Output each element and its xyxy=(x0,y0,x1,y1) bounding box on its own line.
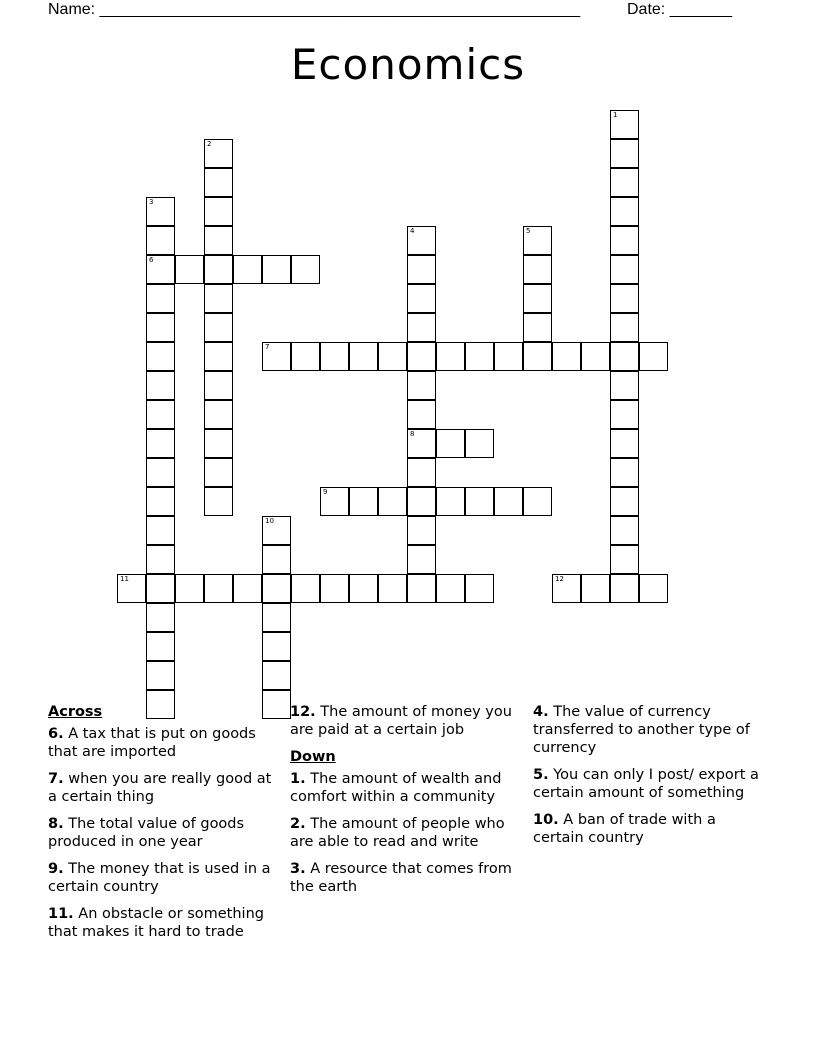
grid-cell[interactable] xyxy=(436,487,465,516)
grid-cell[interactable] xyxy=(552,342,581,371)
across-heading: Across xyxy=(48,704,103,720)
grid-cell[interactable] xyxy=(610,255,639,284)
grid-cell[interactable] xyxy=(262,516,291,545)
grid-cell[interactable] xyxy=(204,284,233,313)
grid-cell[interactable] xyxy=(407,487,436,516)
clue-text: The money that is used in a certain country xyxy=(48,861,271,895)
date-label: Date: _______ xyxy=(627,1,732,18)
clue-number: 8. xyxy=(48,816,64,832)
clue-text: A ban of trade with a certain country xyxy=(533,812,716,846)
grid-cell[interactable] xyxy=(146,284,175,313)
grid-cell[interactable] xyxy=(204,139,233,168)
grid-cell[interactable] xyxy=(610,342,639,371)
clue-down-4 xyxy=(533,703,763,757)
clue-number-label: 2 xyxy=(207,140,212,148)
clue-number-label: 8 xyxy=(410,430,415,438)
clue-number-label: 5 xyxy=(526,227,531,235)
clue-text: when you are really good at a certain thing xyxy=(48,771,272,805)
grid-cell[interactable] xyxy=(146,197,175,226)
clue-number-label: 3 xyxy=(149,198,154,206)
grid-cell[interactable] xyxy=(349,487,378,516)
grid-cell[interactable] xyxy=(378,342,407,371)
grid-cell[interactable] xyxy=(436,342,465,371)
grid-cell[interactable] xyxy=(610,168,639,197)
grid-cell[interactable] xyxy=(407,313,436,342)
grid-cell[interactable] xyxy=(407,516,436,545)
grid-cell[interactable] xyxy=(407,400,436,429)
clue-text: The amount of people who are able to read and write xyxy=(290,816,505,850)
clue-number: 9. xyxy=(48,861,64,877)
clue-number: 3. xyxy=(290,861,306,877)
grid-cell[interactable] xyxy=(610,458,639,487)
grid-cell[interactable] xyxy=(581,574,610,603)
clue-across-9 xyxy=(48,860,276,896)
grid-cell[interactable] xyxy=(610,139,639,168)
grid-cell[interactable] xyxy=(465,342,494,371)
grid-cell[interactable] xyxy=(349,342,378,371)
grid-cell[interactable] xyxy=(204,342,233,371)
clue-number: 7. xyxy=(48,771,64,787)
clue-number-label: 12 xyxy=(555,575,564,583)
grid-cell[interactable] xyxy=(204,226,233,255)
grid-cell[interactable] xyxy=(146,400,175,429)
clue-down-3 xyxy=(290,860,525,896)
grid-cell[interactable] xyxy=(610,574,639,603)
grid-cell[interactable] xyxy=(610,400,639,429)
grid-cell[interactable] xyxy=(146,574,175,603)
clue-number: 6. xyxy=(48,726,64,742)
grid-cell[interactable] xyxy=(146,603,175,632)
clue-number-label: 4 xyxy=(410,227,415,235)
grid-cell[interactable] xyxy=(610,371,639,400)
grid-cell[interactable] xyxy=(320,342,349,371)
page-title: Economics xyxy=(290,40,526,89)
grid-cell[interactable] xyxy=(407,255,436,284)
clue-down-10 xyxy=(533,811,763,847)
grid-cell[interactable] xyxy=(262,255,291,284)
clue-across-6 xyxy=(48,725,276,761)
clue-text: A tax that is put on goods that are imported xyxy=(48,726,256,760)
grid-cell[interactable] xyxy=(320,574,349,603)
grid-cell[interactable] xyxy=(146,632,175,661)
clues-column-3 xyxy=(533,703,763,856)
grid-cell[interactable] xyxy=(610,545,639,574)
clue-down-2 xyxy=(290,815,525,851)
clue-text: The total value of goods produced in one year xyxy=(48,816,245,850)
clue-across-8 xyxy=(48,815,276,851)
grid-cell[interactable] xyxy=(204,429,233,458)
grid-cell[interactable] xyxy=(146,371,175,400)
clue-number: 5. xyxy=(533,767,549,783)
grid-cell[interactable] xyxy=(146,429,175,458)
clue-down-5 xyxy=(533,766,763,802)
grid-cell[interactable] xyxy=(610,516,639,545)
grid-cell[interactable] xyxy=(465,429,494,458)
grid-cell[interactable] xyxy=(610,284,639,313)
clue-number-label: 11 xyxy=(120,575,129,583)
clue-number-label: 1 xyxy=(613,111,618,119)
grid-cell[interactable] xyxy=(610,226,639,255)
grid-cell[interactable] xyxy=(610,197,639,226)
grid-cell[interactable] xyxy=(407,342,436,371)
grid-cell[interactable] xyxy=(378,487,407,516)
grid-cell[interactable] xyxy=(610,487,639,516)
down-heading: Down xyxy=(290,749,336,765)
clue-text: An obstacle or something that makes it hard to trade xyxy=(48,906,264,940)
grid-cell[interactable] xyxy=(204,197,233,226)
grid-cell[interactable] xyxy=(610,429,639,458)
grid-cell[interactable] xyxy=(117,574,146,603)
name-label: Name: ______________________________________________________ xyxy=(48,1,581,18)
clue-number: 4. xyxy=(533,704,549,720)
grid-cell[interactable] xyxy=(320,487,349,516)
grid-cell[interactable] xyxy=(407,458,436,487)
grid-cell[interactable] xyxy=(146,661,175,690)
grid-cell[interactable] xyxy=(204,168,233,197)
clue-number: 10. xyxy=(533,812,559,828)
grid-cell[interactable] xyxy=(146,516,175,545)
grid-cell[interactable] xyxy=(436,429,465,458)
grid-cell[interactable] xyxy=(204,458,233,487)
grid-cell[interactable] xyxy=(262,632,291,661)
grid-cell[interactable] xyxy=(262,603,291,632)
grid-cell[interactable] xyxy=(291,342,320,371)
grid-cell[interactable] xyxy=(146,226,175,255)
clue-number: 2. xyxy=(290,816,306,832)
grid-cell[interactable] xyxy=(262,661,291,690)
grid-cell[interactable] xyxy=(204,255,233,284)
grid-cell[interactable] xyxy=(146,487,175,516)
grid-cell[interactable] xyxy=(581,342,610,371)
grid-cell[interactable] xyxy=(407,284,436,313)
grid-cell[interactable] xyxy=(204,574,233,603)
grid-cell[interactable] xyxy=(639,574,668,603)
grid-cell[interactable] xyxy=(407,226,436,255)
grid-cell[interactable] xyxy=(262,342,291,371)
grid-cell[interactable] xyxy=(291,574,320,603)
grid-cell[interactable] xyxy=(146,342,175,371)
grid-cell[interactable] xyxy=(407,371,436,400)
clue-number: 1. xyxy=(290,771,306,787)
grid-cell[interactable] xyxy=(407,574,436,603)
grid-cell[interactable] xyxy=(175,574,204,603)
clues-column-2 xyxy=(290,703,525,905)
grid-cell[interactable] xyxy=(494,342,523,371)
grid-cell[interactable] xyxy=(204,313,233,342)
clue-text: The value of currency transferred to another type of currency xyxy=(533,704,750,756)
grid-cell[interactable] xyxy=(146,313,175,342)
grid-cell[interactable] xyxy=(204,400,233,429)
clue-number: 12. xyxy=(290,704,316,720)
grid-cell[interactable] xyxy=(523,313,552,342)
grid-cell[interactable] xyxy=(146,255,175,284)
grid-cell[interactable] xyxy=(146,545,175,574)
grid-cell[interactable] xyxy=(378,574,407,603)
grid-cell[interactable] xyxy=(262,574,291,603)
clues-column-1 xyxy=(48,703,276,950)
clue-across-7 xyxy=(48,770,276,806)
grid-cell[interactable] xyxy=(349,574,378,603)
grid-cell[interactable] xyxy=(204,487,233,516)
grid-cell[interactable] xyxy=(639,342,668,371)
grid-cell[interactable] xyxy=(465,574,494,603)
grid-cell[interactable] xyxy=(465,487,494,516)
clue-number-label: 6 xyxy=(149,256,154,264)
grid-cell[interactable] xyxy=(233,255,262,284)
clue-number-label: 7 xyxy=(265,343,270,351)
clue-text: The amount of money you are paid at a certain job xyxy=(290,704,512,738)
grid-cell[interactable] xyxy=(523,284,552,313)
grid-cell[interactable] xyxy=(146,458,175,487)
grid-cell[interactable] xyxy=(407,429,436,458)
grid-cell[interactable] xyxy=(523,487,552,516)
grid-cell[interactable] xyxy=(494,487,523,516)
clue-number-label: 9 xyxy=(323,488,328,496)
grid-cell[interactable] xyxy=(233,574,262,603)
clue-across-11 xyxy=(48,905,276,941)
clue-across-12 xyxy=(290,703,525,739)
grid-cell[interactable] xyxy=(552,574,581,603)
grid-cell[interactable] xyxy=(523,342,552,371)
clue-number-label: 10 xyxy=(265,517,274,525)
grid-cell[interactable] xyxy=(610,313,639,342)
grid-cell[interactable] xyxy=(407,545,436,574)
clue-text: A resource that comes from the earth xyxy=(290,861,512,895)
clue-text: You can only I post/ export a certain amount of something xyxy=(533,767,759,801)
grid-cell[interactable] xyxy=(523,255,552,284)
grid-cell[interactable] xyxy=(175,255,204,284)
clue-number: 11. xyxy=(48,906,74,922)
grid-cell[interactable] xyxy=(436,574,465,603)
grid-cell[interactable] xyxy=(523,226,552,255)
clue-down-1 xyxy=(290,770,525,806)
grid-cell[interactable] xyxy=(204,371,233,400)
grid-cell[interactable] xyxy=(610,110,639,139)
grid-cell[interactable] xyxy=(291,255,320,284)
clue-text: The amount of wealth and comfort within a community xyxy=(290,771,502,805)
grid-cell[interactable] xyxy=(262,545,291,574)
